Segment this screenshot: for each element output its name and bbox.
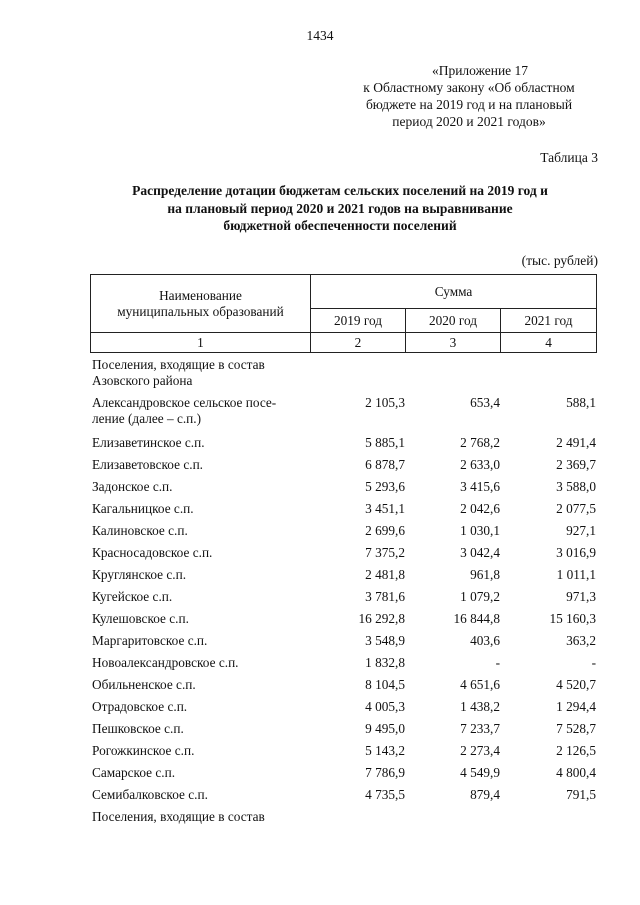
header-year-2019: 2019 год	[311, 309, 406, 333]
table-row	[90, 589, 596, 611]
appendix-line-2: к Областному закону «Об областном	[363, 80, 575, 95]
header-col-number-1: 1	[91, 333, 311, 353]
header-sum-cell: Сумма	[311, 275, 597, 309]
table-row	[90, 395, 596, 435]
row-value-2021: 2 126,5	[556, 743, 596, 758]
row-value-2019: 8 104,5	[365, 677, 405, 692]
table-row	[90, 721, 596, 743]
row-value-2020: 653,4	[470, 395, 500, 410]
group-heading-line-2: Азовского района	[92, 373, 193, 388]
row-value-2019: 3 548,9	[365, 633, 405, 648]
table-row	[90, 743, 596, 765]
row-name-cont: ление (далее – с.п.)	[92, 411, 202, 426]
table-row	[90, 435, 596, 457]
table-row	[90, 765, 596, 787]
row-value-2020: 2 273,4	[460, 743, 500, 758]
header-name-cell	[91, 275, 311, 333]
table-row	[90, 523, 596, 545]
title-line-2: на плановый период 2020 и 2021 годов на выравнивание	[167, 200, 513, 216]
row-name: Отрадовское с.п.	[92, 699, 188, 714]
row-name: Кулешовское с.п.	[92, 611, 189, 626]
row-value-2019: 2 699,6	[365, 523, 405, 538]
row-value-2021: 3 588,0	[556, 479, 596, 494]
header-col-number-3: 3	[406, 333, 501, 353]
header-col-number-2: 2	[311, 333, 406, 353]
header-year-2020: 2020 год	[406, 309, 501, 333]
table-row	[90, 677, 596, 699]
appendix-line-3: бюджете на 2019 год и на плановый	[365, 97, 573, 112]
page-number: 1434	[306, 28, 334, 43]
table-row	[90, 633, 596, 655]
row-name: Рогожкинское с.п.	[92, 743, 195, 758]
row-value-2020: 16 844,8	[453, 611, 500, 626]
row-value-2021: 15 160,3	[549, 611, 596, 626]
table-row	[90, 457, 596, 479]
row-value-2021: 4 800,4	[556, 765, 596, 780]
group-heading-azov	[90, 357, 596, 395]
row-value-2021: 971,3	[566, 589, 596, 604]
row-value-2019: 5 293,6	[365, 479, 405, 494]
row-value-2019: 5 143,2	[365, 743, 405, 758]
row-value-2019: 2 105,3	[365, 395, 405, 410]
row-value-2021: 1 294,4	[556, 699, 596, 714]
row-value-2021: 2 491,4	[556, 435, 596, 450]
row-value-2020: 4 549,9	[460, 765, 500, 780]
row-value-2021: -	[591, 655, 596, 670]
header-col-number-4: 4	[501, 333, 597, 353]
appendix-block	[338, 62, 600, 130]
row-value-2021: 1 011,1	[556, 567, 596, 582]
row-value-2019: 1 832,8	[365, 655, 405, 670]
row-name: Маргаритовское с.п.	[92, 633, 208, 648]
row-name: Елизаветинское с.п.	[92, 435, 205, 450]
row-value-2021: 2 077,5	[556, 501, 596, 516]
row-name: Круглянское с.п.	[92, 567, 187, 582]
row-value-2020: 2 768,2	[460, 435, 500, 450]
title-line-3: бюджетной обеспеченности поселений	[223, 218, 457, 233]
row-value-2020: 3 042,4	[460, 545, 500, 560]
row-value-2020: 961,8	[470, 567, 500, 582]
row-value-2021: 927,1	[566, 523, 596, 538]
row-name: Новоалександровское с.п.	[92, 655, 239, 670]
row-name: Александровское сельское посе-	[92, 395, 277, 410]
table-row	[90, 479, 596, 501]
group-heading-next	[90, 809, 596, 831]
row-value-2020: 4 651,6	[460, 677, 500, 692]
table-header	[90, 274, 597, 353]
title-line-1: Распределение дотации бюджетам сельских поселений на 2019 год и	[132, 183, 548, 198]
row-value-2019: 3 451,1	[365, 501, 405, 516]
table-row	[90, 655, 596, 677]
row-name: Обильненское с.п.	[92, 677, 196, 692]
row-value-2020: 1 438,2	[460, 699, 500, 714]
row-value-2021: 588,1	[566, 395, 596, 410]
table-row	[90, 545, 596, 567]
row-value-2021: 3 016,9	[556, 545, 596, 560]
group-heading-line-1: Поселения, входящие в состав	[92, 809, 265, 824]
header-year-2021: 2021 год	[501, 309, 597, 333]
appendix-line-4: период 2020 и 2021 годов»	[392, 114, 546, 129]
row-value-2020: 2 042,6	[460, 501, 500, 516]
group-heading-line-1: Поселения, входящие в состав	[92, 357, 265, 372]
row-value-2019: 2 481,8	[365, 567, 405, 582]
row-name: Самарское с.п.	[92, 765, 176, 780]
table-row	[90, 501, 596, 523]
row-value-2020: -	[495, 655, 500, 670]
row-name: Семибалковское с.п.	[92, 787, 208, 802]
row-value-2021: 363,2	[566, 633, 596, 648]
row-value-2020: 2 633,0	[460, 457, 500, 472]
row-value-2019: 7 786,9	[365, 765, 405, 780]
row-value-2020: 1 079,2	[460, 589, 500, 604]
row-name: Пешковское с.п.	[92, 721, 184, 736]
table-label: Таблица 3	[540, 150, 598, 165]
table-row	[90, 567, 596, 589]
row-name: Калиновское с.п.	[92, 523, 188, 538]
row-name: Кугейское с.п.	[92, 589, 173, 604]
row-value-2020: 403,6	[470, 633, 500, 648]
table-row	[90, 699, 596, 721]
row-name: Кагальницкое с.п.	[92, 501, 194, 516]
row-value-2020: 7 233,7	[460, 721, 500, 736]
row-value-2021: 4 520,7	[556, 677, 596, 692]
row-name: Елизаветовское с.п.	[92, 457, 204, 472]
table-body	[90, 357, 596, 831]
row-value-2020: 879,4	[470, 787, 500, 802]
units-label: (тыс. рублей)	[521, 253, 598, 268]
row-value-2020: 3 415,6	[460, 479, 500, 494]
row-value-2019: 9 495,0	[365, 721, 405, 736]
row-value-2021: 2 369,7	[556, 457, 596, 472]
row-value-2019: 16 292,8	[358, 611, 405, 626]
header-name-line-2: муниципальных образований	[117, 303, 284, 319]
row-name: Красносадовское с.п.	[92, 545, 213, 560]
row-value-2021: 7 528,7	[556, 721, 596, 736]
table-row	[90, 787, 596, 809]
table-row	[90, 611, 596, 633]
row-value-2019: 4 005,3	[365, 699, 405, 714]
document-title	[80, 182, 600, 235]
appendix-line-1: «Приложение 17	[431, 63, 529, 78]
row-value-2019: 6 878,7	[365, 457, 405, 472]
row-name: Задонское с.п.	[92, 479, 173, 494]
row-value-2019: 3 781,6	[365, 589, 405, 604]
row-value-2019: 5 885,1	[365, 435, 405, 450]
row-value-2020: 1 030,1	[460, 523, 500, 538]
row-value-2019: 4 735,5	[365, 787, 405, 802]
row-value-2019: 7 375,2	[365, 545, 405, 560]
row-value-2021: 791,5	[566, 787, 596, 802]
header-name-line-1: Наименование	[159, 287, 242, 303]
